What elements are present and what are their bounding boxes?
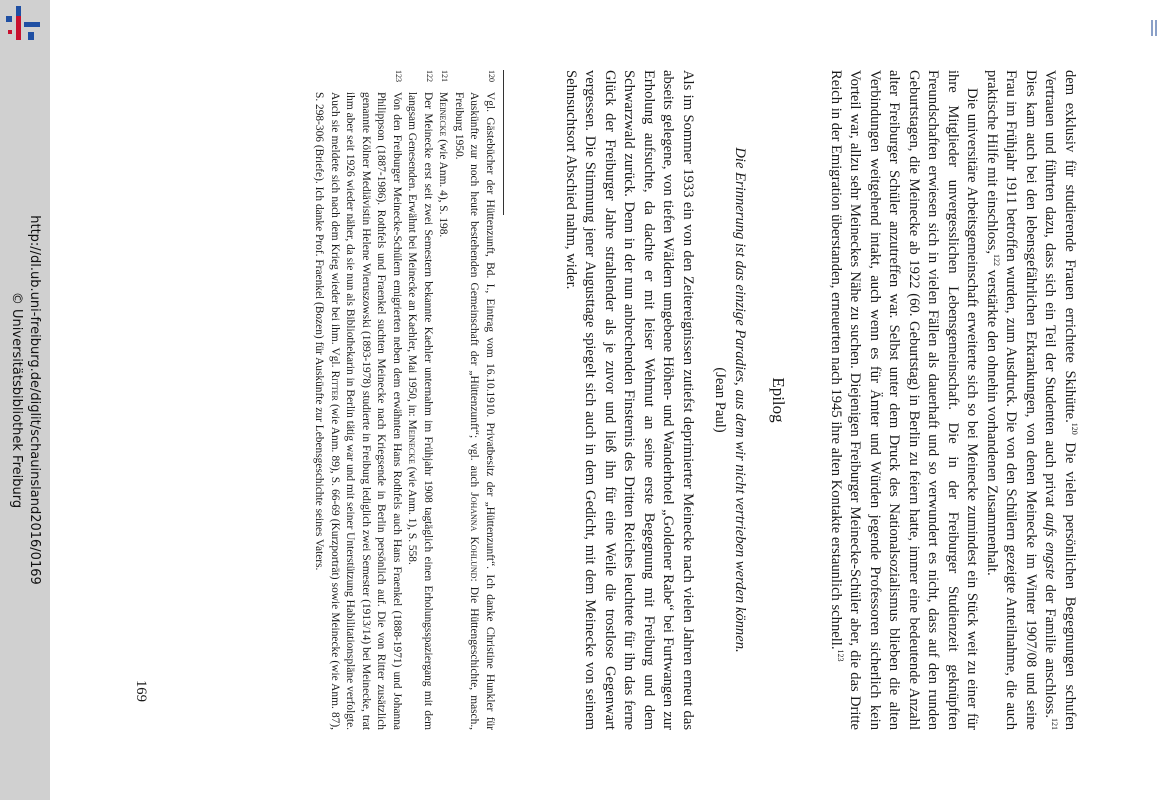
- footnote-121: 121 Meinecke (wie Anm. 4), S. 198.: [437, 70, 450, 238]
- footnote-ref-122[interactable]: 122: [991, 254, 1001, 267]
- rotated-page-content: [19, 70, 1079, 730]
- footnote-ref-120[interactable]: 120: [1069, 422, 1079, 435]
- intro-text: [826, 70, 1080, 730]
- footnotes: [311, 70, 497, 730]
- epilog-paragraph: Als im Sommer 1933 ein von den Zeitereignissen zutiefst deprimierter Meinecke nach vielen Jahren erneut das abseits gelegene, von tiefen Wäldern umgebene Höhen- und Wanderhotel „Goldener Rabe“ bei Furtwangen zur Erholung aufsuchte, da dachte er mit leiser Wehmut an seine erste Begegnung mit Freiburg und dem Schwarzwald zurück. Denn in der nun anbrechenden Finsternis des Dritten Reiches leuchtete für ihn das ferne Glück der Freiburger Jahre strahlender als je zuvor und ließ ihn für eine Weile die trostlose Gegenwart vergessen. Die Stimmung jener Augusttage spiegelt sich auch in dem Gedicht, mit dem Meinecke von seinem Sehnsuchtsort Abschied nahm, wider.: [563, 70, 696, 730]
- intro-paragraph-1: dem exklusiv für studierende Frauen errichtete Skihütte.$^{120}$ Die vielen persönlichen Begegnungen schufen Vertrauen und führten dazu, dass sich ein Teil der Studenten auch privat aufs engste der Familie anschloss.$^{121}$ Dies kam auch bei den lebensgefährlichen Erkrankungen, von denen Meinecke im Winter 1907/08 und seine Frau im Frühjahr 1911 betroffen wurden, zum Ausdruck. Die von den Schülern gezeigte Anteilnahme, die auch praktische Hilfe mit einschloss,$^{122}$ verstärkte den ohnehin vorhandenen Zusammenhalt.: [984, 70, 1079, 731]
- epilog-title: Epilog: [769, 377, 788, 423]
- copyright-notice: © Universitätsbibliothek Freiburg: [9, 291, 24, 509]
- footnote-ref-123[interactable]: 123: [835, 649, 845, 662]
- footnote-divider: [503, 70, 504, 215]
- intro-paragraph-2: Die universitäre Arbeitsgemeinschaft erweiterte sich so bei Meinecke zumindest ein Stück weit zu einer für ihre Mitglieder unvergesslichen Lebensgemeinschaft. Die in der Freiburger Studienzeit geknüpften Freundschaften erwiesen sich in vielen Fällen als dauerhaft und so verwundert es nicht, dass auf den runden Geburtstagen, die Meinecke ab 1922 (60. Geburtstag) in Berlin zu feiern hatte, immer eine bedeutende Anzahl alter Freiburger Schüler anzutreffen war. Selbst unter dem Druck des Nationalsozialismus blieben die alten Verbindungen weitgehend intakt, auch wenn es für Ämter und Würden jegende Professoren sicherlich kein Vorteil war, allzu sehr Meineckes Nähe zu suchen. Diejenigen Freiburger Meinecke-Schüler aber, die das Dritte Reich in der Emigration überstanden, erneuerten nach 1945 ihre alten Kontakte erstaunlich schnell.$^{123}$: [828, 70, 981, 730]
- page-number: 169: [133, 680, 149, 702]
- footnote-120: 120 Vgl. Gästebücher der Hüttenzunft, Bd. I., Eintrag vom 16.10.1910. Privatbesitz der „Hüttenzunft“. Ich danke Christine Hunkler für Auskünfte zur noch heute bestehenden Gemeinschaft der „Hüttenzunft“; vgl. auch Johanna Kohlund: Die Hüttengeschichte, masch., Freiburg 1950.: [453, 70, 496, 731]
- motto-text: Die Erinnerung ist das einzige Paradies, aus dem wir nicht vertrieben werden können.: [732, 147, 748, 653]
- source-url[interactable]: http://dl.ub.uni-freiburg.de/diglit/schauinsland2016/0169: [27, 215, 42, 585]
- epilog-motto: [710, 70, 749, 730]
- footnote-123: 123 Von den Freiburger Meinecke-Schülern emigrierten neben dem erwähnten Hans Rothfels auch Hans Fraenkel (1888-1971) und Johanna Philippson (1887-1986). Rothfels und Fraenkel suchten Meinecke nach Kriegsende in Berlin persönlich auf. Die von Ritter zusätzlich genannte Kölner Mediävistin Helene Wieruszowski (1893-1978) studierte in Freiburg lediglich zwei Semester (1913/14) bei Meinecke, trat ihm aber seit 1926 wieder näher, da sie nun als Bibliothekarin in Berlin tätig war und mit seiner Unterstützung Habilitationspläne verfolgte. Auch sie meldete sich nach dem Krieg wieder bei ihm. Vgl. Ritter (wie Anm. 89), S. 66-69 (Kurzporträt) sowie Meinecke (wie Anm. 87), S. 298-306 (Briefe). Ich danke Prof. Fraenkel (Bozen) für Auskünfte zur Lebensgeschichte seines Vaters.: [313, 70, 403, 730]
- footnote-122: 122 Der Meinecke erst seit zwei Semestern bekannte Kaehler unternahm im Frühjahr 1908 tagtäglich einen Erholungsspaziergang mit dem langsam Genesenden. Erwähnt bei Meinecke an Kaehler, Mai 1950, in: Meinecke (wie Anm. 1), S. 558.: [406, 70, 434, 730]
- motto-author: (Jean Paul): [712, 367, 729, 433]
- epilog-text: [561, 70, 698, 730]
- footnote-ref-121[interactable]: 121: [1050, 718, 1060, 730]
